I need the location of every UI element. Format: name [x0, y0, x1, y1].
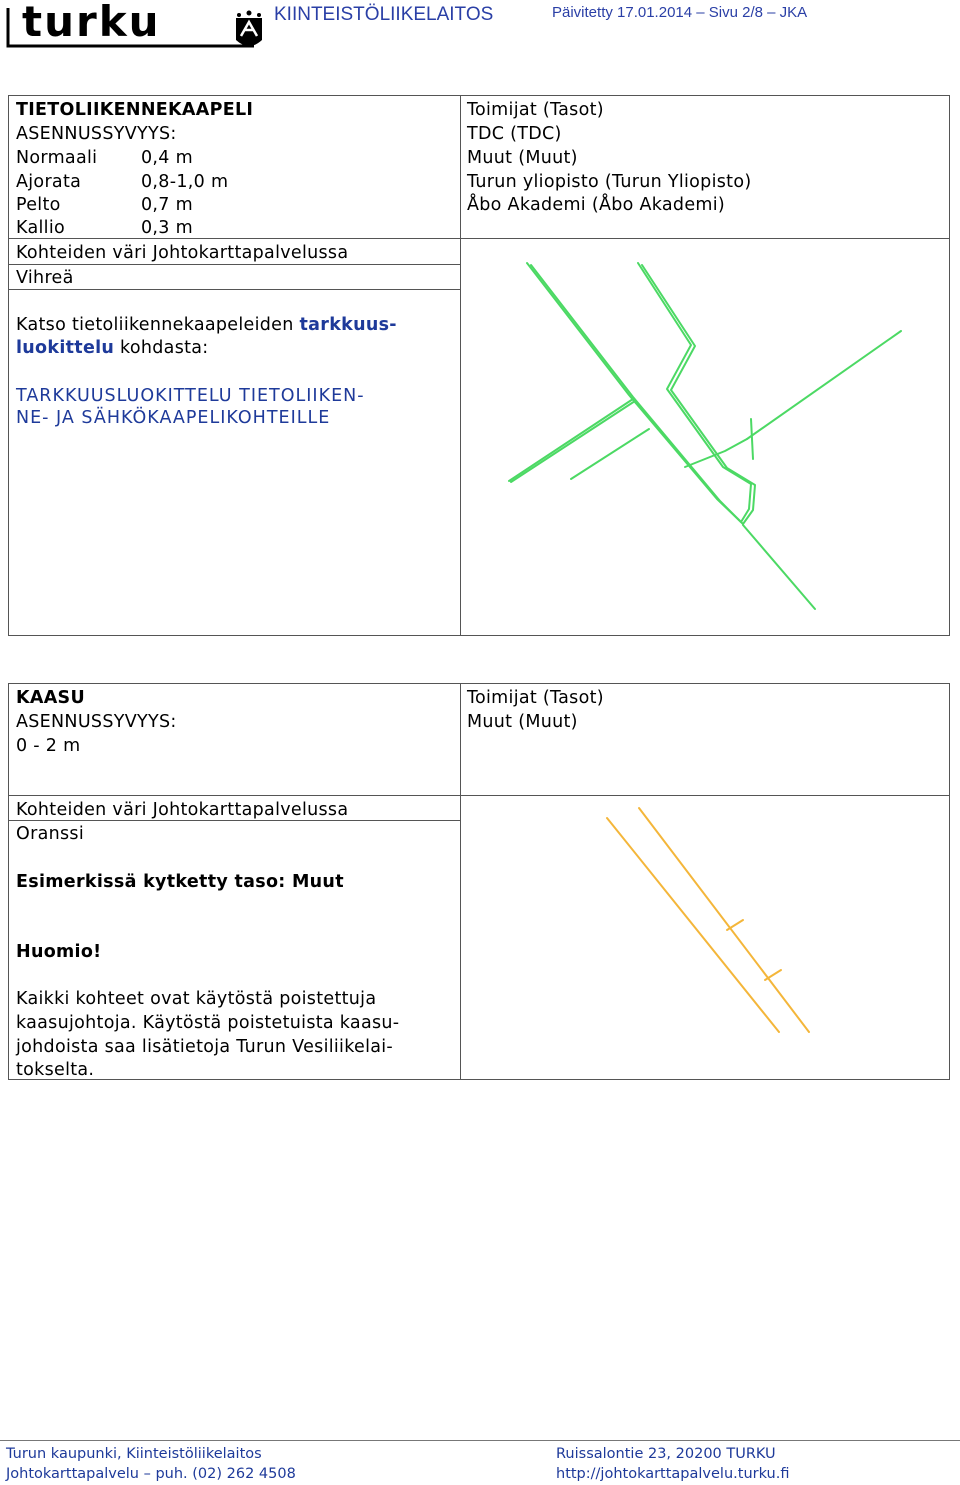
update-info: Päivitetty 17.01.2014 – Sivu 2/8 – JKA — [552, 4, 808, 21]
coat-of-arms-icon — [236, 11, 262, 47]
gas-operator-other: Muut (Muut) — [467, 712, 578, 732]
gas-notice-line-4: tokselta. — [16, 1060, 95, 1080]
gas-color-value: Oranssi — [16, 824, 84, 844]
accuracy-reference-2[interactable]: NE- JA SÄHKÖKAAPELIKOHTEILLE — [16, 408, 331, 428]
depth-label-field: Pelto — [16, 195, 61, 215]
turku-logo — [6, 2, 262, 52]
depth-label-rock: Kallio — [16, 218, 65, 238]
footer-website-link[interactable]: http://johtokarttapalvelu.turku.fi — [556, 1466, 790, 1482]
telecom-color-label: Kohteiden väri Johtokarttapalvelussa — [16, 243, 349, 263]
telecom-map-sample — [461, 239, 949, 635]
footer-phone: Johtokarttapalvelu – puh. (02) 262 4508 — [6, 1466, 296, 1482]
telecom-color-value: Vihreä — [16, 268, 74, 288]
telecom-operators-title: Toimijat (Tasot) — [467, 100, 604, 120]
footer-organization: Turun kaupunki, Kiinteistöliikelaitos — [6, 1446, 262, 1462]
accuracy-reference-1[interactable]: TARKKUUSLUOKITTELU TIETOLIIKEN- — [16, 386, 365, 406]
depth-value-field: 0,7 m — [141, 195, 193, 215]
telecom-cable-table — [8, 95, 950, 636]
telecom-title: TIETOLIIKENNEKAAPELI — [16, 100, 254, 120]
page-header — [0, 0, 960, 60]
gas-color-label: Kohteiden väri Johtokarttapalvelussa — [16, 800, 349, 820]
footer-divider — [0, 1440, 960, 1441]
gas-depth-value: 0 - 2 m — [16, 736, 81, 756]
gas-notice-title: Huomio! — [16, 942, 102, 962]
depth-label-normal: Normaali — [16, 148, 98, 168]
telecom-depth-label: ASENNUSSYVYYS: — [16, 124, 177, 144]
depth-label-road: Ajorata — [16, 172, 82, 192]
gas-example-layer: Esimerkissä kytketty taso: Muut — [16, 872, 344, 892]
accuracy-link-2[interactable]: luokittelu — [16, 338, 115, 358]
department-name: KIINTEISTÖLIIKELAITOS — [274, 4, 494, 25]
telecom-cable-lines — [509, 263, 901, 609]
gas-table — [8, 683, 950, 1080]
telecom-operator-abo: Åbo Akademi (Åbo Akademi) — [467, 195, 726, 215]
accuracy-link[interactable]: tarkkuus- — [299, 315, 397, 335]
accuracy-note-2 — [16, 336, 209, 360]
telecom-operator-other: Muut (Muut) — [467, 148, 578, 168]
logo-wordmark: turku — [22, 2, 161, 46]
accuracy-note — [16, 313, 397, 337]
depth-value-road: 0,8-1,0 m — [141, 172, 229, 192]
gas-notice-line-3: johdoista saa lisätietoja Turun Vesiliikelai- — [16, 1037, 394, 1057]
gas-depth-label: ASENNUSSYVYYS: — [16, 712, 177, 732]
gas-notice-line-1: Kaikki kohteet ovat käytöstä poistettuja — [16, 989, 377, 1009]
telecom-operator-university: Turun yliopisto (Turun Yliopisto) — [467, 172, 752, 192]
gas-operators-title: Toimijat (Tasot) — [467, 688, 604, 708]
gas-pipe-lines — [607, 808, 809, 1032]
telecom-operator-tdc: TDC (TDC) — [467, 124, 562, 144]
depth-value-normal: 0,4 m — [141, 148, 193, 168]
footer-address: Ruissalontie 23, 20200 TURKU — [556, 1446, 776, 1462]
accuracy-note-tail: kohdasta: — [114, 338, 209, 358]
gas-map-sample — [461, 796, 949, 1078]
gas-notice-line-2: kaasujohtoja. Käytöstä poistetuista kaasu- — [16, 1013, 400, 1033]
depth-value-rock: 0,3 m — [141, 218, 193, 238]
gas-title: KAASU — [16, 688, 85, 708]
accuracy-note-text: Katso tietoliikennekaapeleiden — [16, 315, 300, 335]
